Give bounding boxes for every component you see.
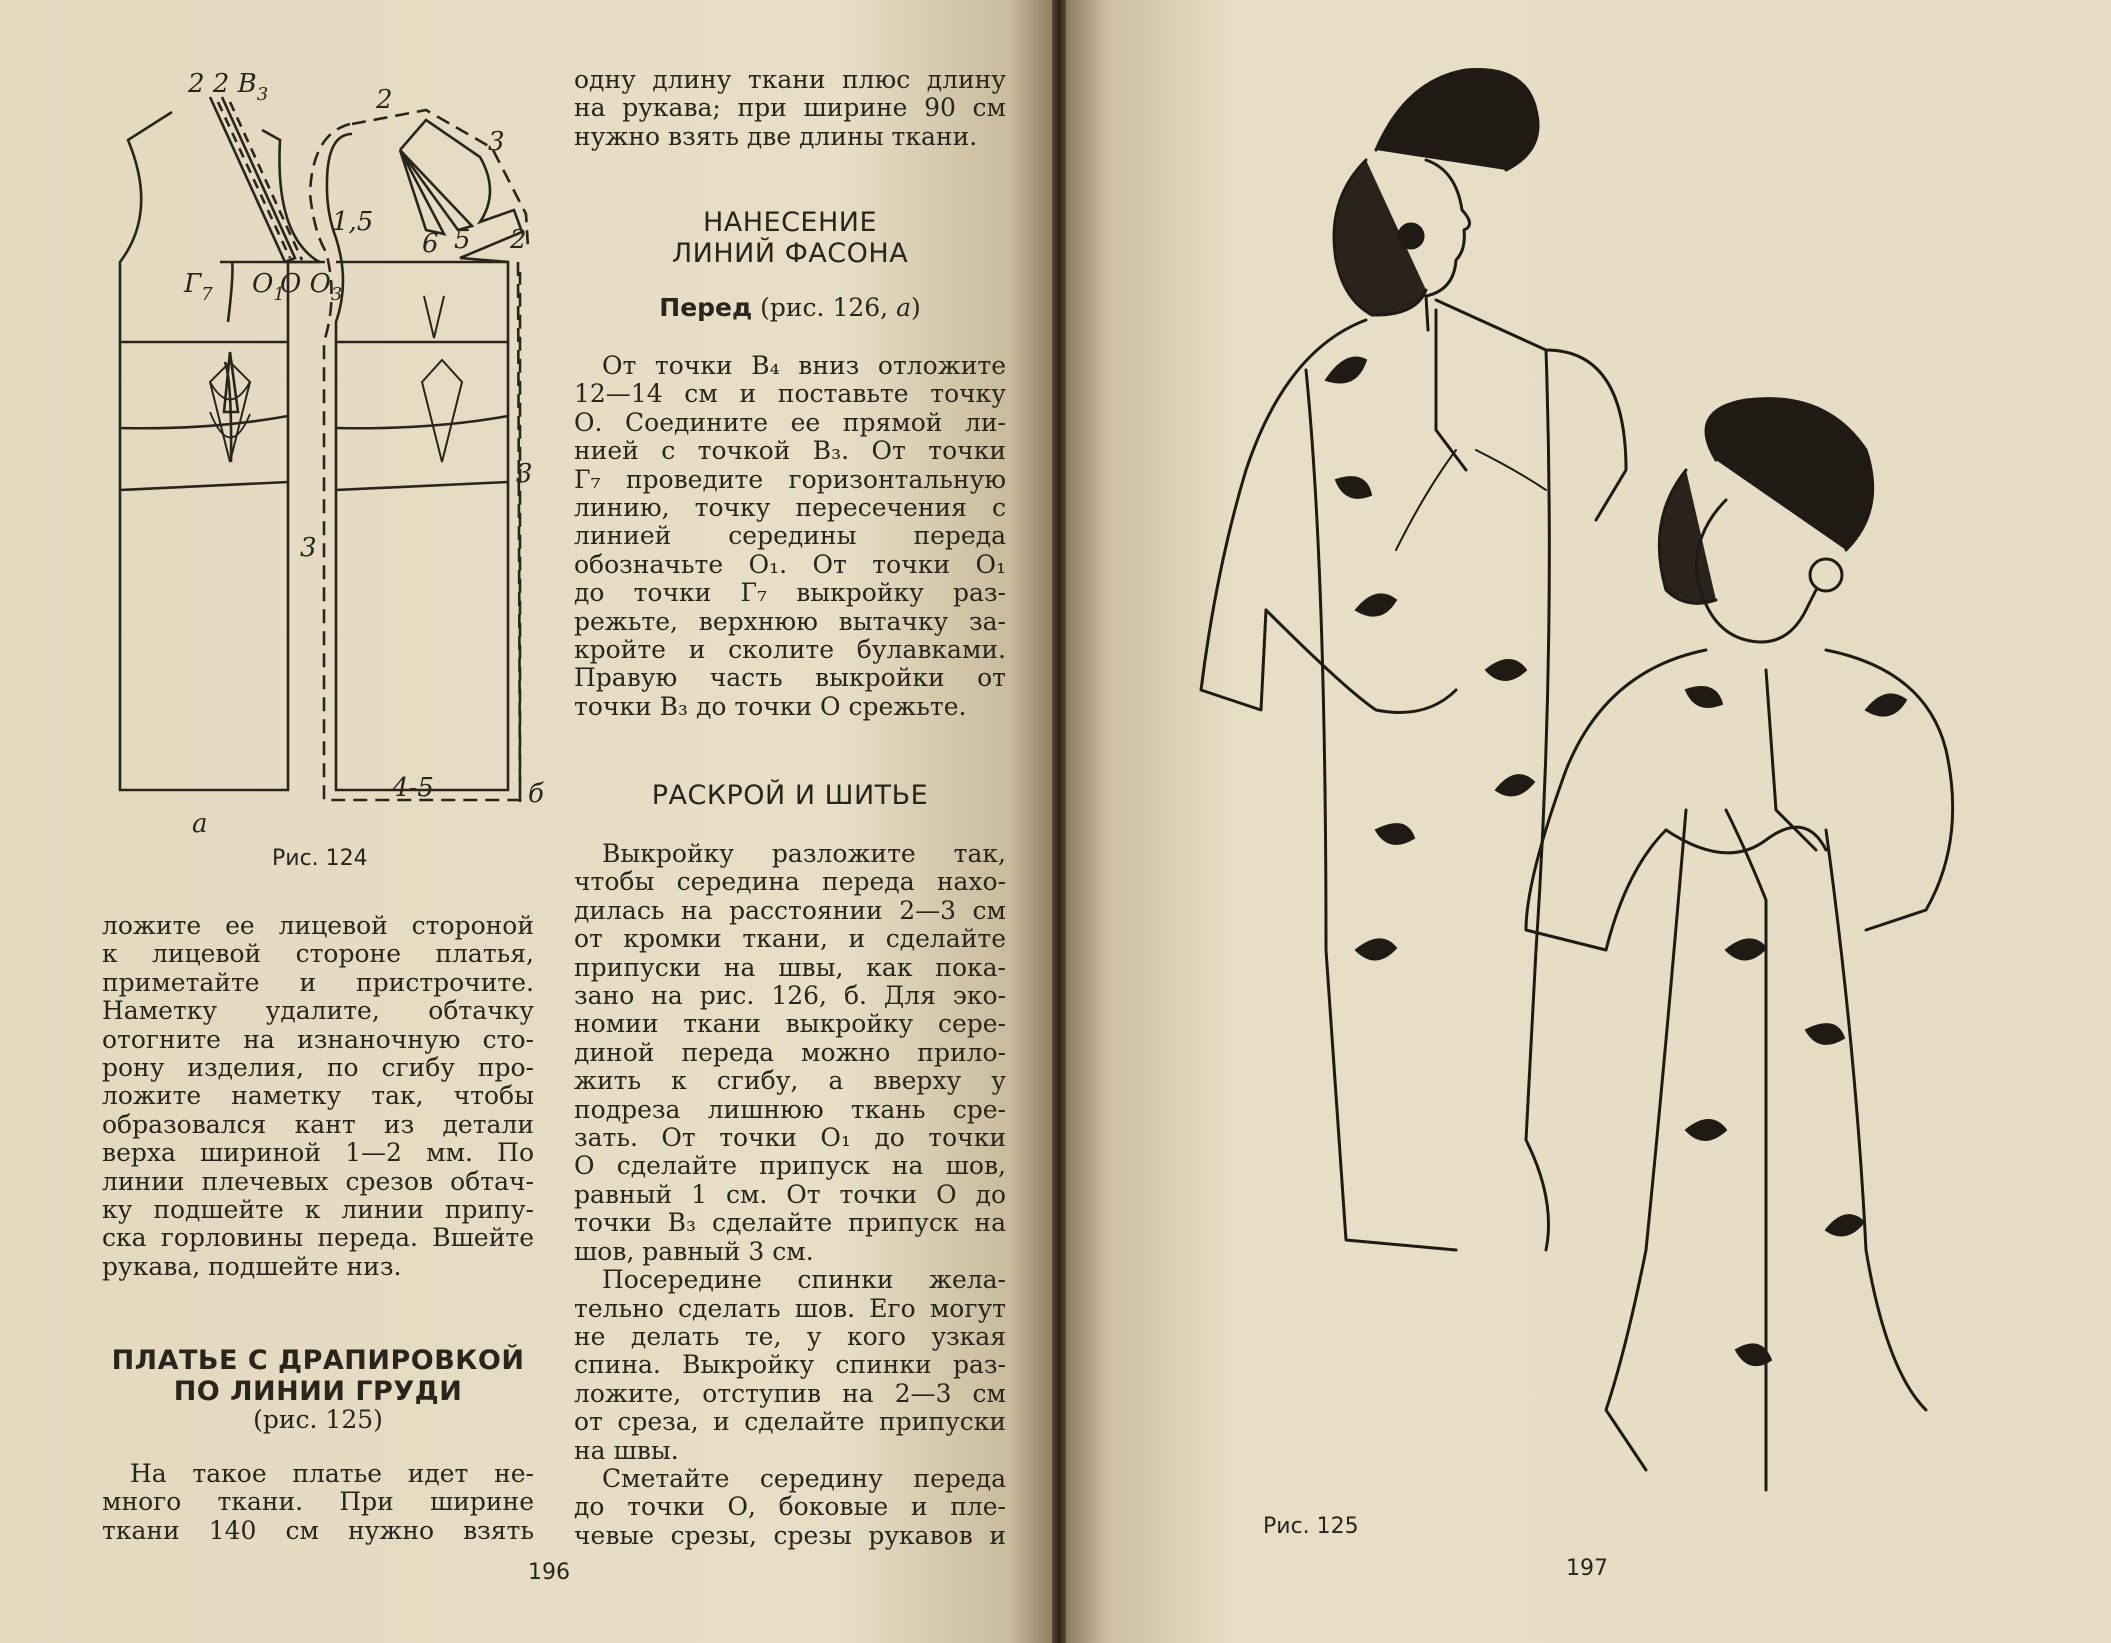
fig124-label-6: 6 <box>422 229 439 259</box>
fig124-label-1-5: 1,5 <box>332 207 374 237</box>
fig124-label-o-o3: О $О_3$ <box>280 269 343 305</box>
text-line: от среза, и сделайте припуски <box>574 1407 1006 1437</box>
text-line: зано на рис. 126, б. Для эко- <box>574 981 1006 1011</box>
text-line: ложите наметку так, чтобы <box>102 1081 534 1111</box>
book-gutter <box>1052 0 1066 1643</box>
text-line: приметайте и пристрочите. <box>102 967 534 997</box>
heading-dress-figure-ref: (рис. 125) <box>253 1405 383 1434</box>
text-line: одну длину ткани плюс длину <box>574 65 1006 94</box>
page-number-right: 197 <box>1566 1556 1608 1581</box>
fig124-label-o1: $О_1$ <box>252 269 285 305</box>
text-line: линией середины переда <box>574 521 1006 551</box>
subheading-front <box>574 293 1006 322</box>
text-line: О. Соедините ее прямой ли- <box>574 407 1006 437</box>
text-line: нией с точкой В₃. От точки <box>574 436 1006 466</box>
front-instructions <box>574 352 1006 721</box>
text-line: образовался кант из детали <box>102 1109 534 1139</box>
text-line: Наметку удалите, обтачку <box>102 996 534 1026</box>
cutting-instructions <box>574 840 1006 1550</box>
text-line: режьте, верхнюю вытачку за- <box>574 606 1006 636</box>
text-line: от кромки ткани, и сделайте <box>574 924 1006 954</box>
text-line: на рукава; при ширине 90 см <box>574 93 1006 123</box>
heading-dress-drape <box>102 1345 534 1407</box>
subheading-front-letter: а <box>896 293 911 322</box>
text-line: до точки О, боковые и пле- <box>574 1492 1006 1522</box>
text-line: Посередине спинки жела- <box>602 1265 1006 1295</box>
text-line: рукава, подшейте низ. <box>102 1251 402 1281</box>
subheading-front-bold: Перед <box>659 293 753 322</box>
fig124-label-2-mid: 2 <box>510 225 527 255</box>
heading-line: ПЛАТЬЕ С ДРАПИРОВКОЙ <box>111 1345 525 1376</box>
fig124-label-4-5: 4-5 <box>392 773 434 803</box>
subheading-front-close: ) <box>910 293 921 322</box>
text-line: к лицевой стороне платья, <box>102 939 534 969</box>
text-line: спина. Выкройку спинки раз- <box>574 1350 1006 1380</box>
text-line: Правую часть выкройки от <box>574 663 1006 693</box>
dress-fabric-text <box>102 1460 534 1545</box>
text-line: Г₇ проведите горизонтальную <box>574 464 1006 494</box>
text-line: линию, точку пересечения с <box>574 493 1006 523</box>
heading-cutting-sewing: РАСКРОЙ И ШИТЬЕ <box>651 780 929 811</box>
text-line: диной переда можно прило- <box>574 1037 1006 1067</box>
text-line: рону изделия, по сгибу про- <box>102 1053 534 1083</box>
text-line: ку подшейте к линии припу- <box>102 1195 534 1225</box>
left-column-continuation <box>102 912 534 1281</box>
fig124-label-3-right: 3 <box>516 459 533 489</box>
text-line: шов, равный 3 см. <box>574 1236 814 1266</box>
text-line: точки В₃ до точки О срежьте. <box>574 691 967 721</box>
text-line: ткани 140 см нужно взять <box>102 1515 534 1545</box>
text-line: зать. От точки О₁ до точки <box>574 1123 1006 1153</box>
text-line: 12—14 см и поставьте точку <box>574 379 1006 409</box>
subheading-front-ref: (рис. 126, <box>752 293 897 322</box>
text-line: нужно взять две длины ткани. <box>574 121 978 151</box>
text-line: номии ткани выкройку сере- <box>574 1009 1006 1039</box>
text-line: чевые срезы, срезы рукавов и <box>574 1520 1006 1550</box>
heading-style-lines <box>574 207 1006 269</box>
figure-125-illustration <box>1126 50 2026 1510</box>
text-line: точки В₃ сделайте припуск на <box>574 1208 1006 1238</box>
text-line: тельно сделать шов. Его могут <box>574 1293 1006 1323</box>
text-line: чтобы середина переда нахо- <box>574 867 1006 897</box>
text-line: обозначьте О₁. От точки О₁ <box>574 549 1006 579</box>
fig124-label-3-left: 3 <box>300 533 317 563</box>
text-line: Сметайте середину переда <box>602 1463 1006 1493</box>
text-line: до точки Г₇ выкройку раз- <box>574 578 1006 608</box>
right-column-top-text <box>574 66 1006 151</box>
fig124-label-2-top: 2 <box>376 85 393 115</box>
figure-125-caption: Рис. 125 <box>1263 1514 1359 1539</box>
text-line: дилась на расстоянии 2—3 см <box>574 895 1006 925</box>
text-line: равный 1 см. От точки О до <box>574 1179 1006 1209</box>
text-line: на швы. <box>574 1435 679 1465</box>
text-line: подреза лишнюю ткань сре- <box>574 1094 1006 1124</box>
fig124-label-5: 5 <box>454 225 471 255</box>
text-line: кройте и сколите булавками. <box>574 635 1006 665</box>
fig124-label-3-top: 3 <box>488 127 505 157</box>
fig124-label-top-a: 2 2 $В_3$ <box>188 69 269 105</box>
text-line: На такое платье идет не- <box>130 1459 534 1488</box>
fig124-label-b: б <box>528 779 544 809</box>
text-line: ложите, отступив на 2—3 см <box>574 1378 1006 1408</box>
fig124-label-a: а <box>192 809 208 839</box>
text-line: много ткани. При ширине <box>102 1487 534 1517</box>
text-line: ложите ее лицевой стороной <box>102 911 534 940</box>
text-line: ска горловины переда. Вшейте <box>102 1223 534 1253</box>
text-line: Выкройку разложите так, <box>602 839 1006 868</box>
text-line: линии плечевых срезов обтач- <box>102 1166 534 1196</box>
heading-line: ПО ЛИНИИ ГРУДИ <box>173 1376 463 1407</box>
figure-124-caption: Рис. 124 <box>272 846 368 871</box>
fig124-label-g7: $Г_7$ <box>184 269 213 305</box>
page-number-left: 196 <box>528 1560 570 1585</box>
heading-line: ЛИНИЙ ФАСОНА <box>671 238 909 269</box>
right-page <box>1066 0 2111 1643</box>
text-line: жить к сгибу, а вверху у <box>574 1066 1006 1096</box>
text-line: От точки В₄ вниз отложите <box>602 351 1006 380</box>
heading-line: НАНЕСЕНИЕ <box>702 207 878 238</box>
text-line: не делать те, у кого узкая <box>574 1321 1006 1351</box>
text-line: О сделайте припуск на шов, <box>574 1151 1006 1181</box>
text-line: отогните на изнаночную сто- <box>102 1024 534 1054</box>
left-page <box>0 0 1052 1643</box>
text-line: припуски на швы, как пока- <box>574 952 1006 982</box>
text-line: верха шириной 1—2 мм. По <box>102 1138 534 1168</box>
